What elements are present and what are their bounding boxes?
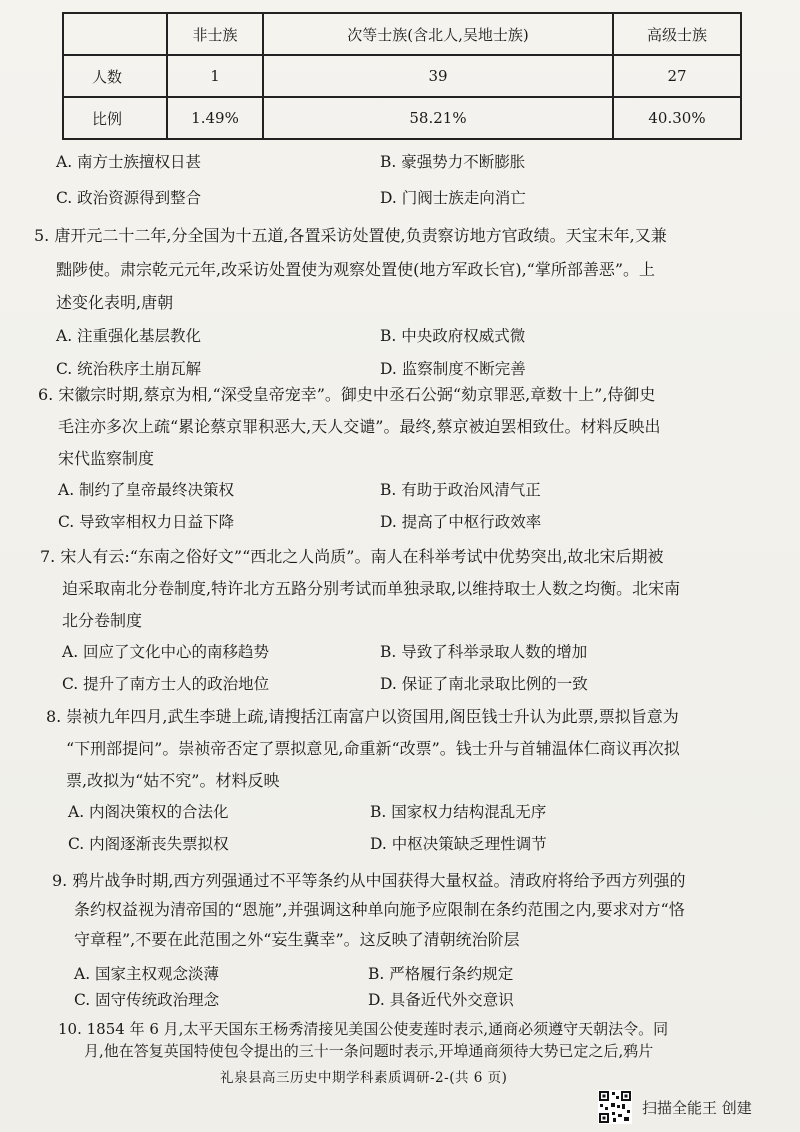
q5-option-c: C. 统治秩序土崩瓦解 — [56, 360, 202, 378]
q7-option-c: C. 提升了南方士人的政治地位 — [62, 675, 270, 693]
table-header-cell: 非士族 — [167, 13, 263, 55]
q7-option-a: A. 回应了文化中心的南移趋势 — [62, 643, 270, 661]
q5-stem-line: 5. 唐开元二十二年,分全国为十五道,各置采访处置使,负责察访地方官政绩。天宝末年,又兼 — [34, 226, 667, 245]
table-row-label: 人数 — [63, 55, 167, 97]
q7-stem-line: 迫采取南北分卷制度,特许北方五路分别考试而单独录取,以维持取士人数之均衡。北宋南 — [62, 579, 681, 598]
q4-option-d: D. 门阀士族走向消亡 — [380, 189, 526, 207]
q8-stem-line: 8. 崇祯九年四月,武生李琎上疏,请搜括江南富户以资国用,阁臣钱士升认为此票,票拟旨意为 — [46, 707, 679, 726]
page-footer: 礼泉县高三历史中期学科素质调研-2-(共 6 页) — [220, 1070, 508, 1086]
q4-option-b: B. 豪强势力不断膨胀 — [380, 153, 526, 171]
q9-stem-line: 9. 鸦片战争时期,西方列强通过不平等条约从中国获得大量权益。清政府将给予西方列强的 — [52, 871, 686, 890]
gentry-statistics-table — [62, 12, 742, 140]
table-corner-cell — [63, 13, 167, 55]
q8-stem-line: 票,改拟为“姑不究”。材料反映 — [66, 771, 280, 790]
q7-option-d: D. 保证了南北录取比例的一致 — [380, 675, 588, 693]
q10-stem-line: 月,他在答复英国特使包令提出的三十一条问题时表示,开埠通商须待大势已定之后,鸦片 — [84, 1042, 654, 1060]
qr-code-icon — [598, 1090, 632, 1124]
q8-option-c: C. 内阁逐渐丧失票拟权 — [68, 835, 229, 853]
table-header-cell: 高级士族 — [613, 13, 741, 55]
table-cell: 40.30% — [613, 97, 741, 139]
q6-option-b: B. 有助于政治风清气正 — [380, 481, 541, 499]
q8-option-a: A. 内阁决策权的合法化 — [68, 803, 229, 821]
q4-option-c: C. 政治资源得到整合 — [56, 189, 202, 207]
q9-option-b: B. 严格履行条约规定 — [368, 965, 514, 983]
table-header-cell: 次等士族(含北人,吴地士族) — [263, 13, 613, 55]
q6-option-d: D. 提高了中枢行政效率 — [380, 513, 542, 531]
table-cell: 1.49% — [167, 97, 263, 139]
table-cell: 27 — [613, 55, 741, 97]
table-cell: 39 — [263, 55, 613, 97]
q8-option-d: D. 中枢决策缺乏理性调节 — [370, 835, 547, 853]
q9-stem-line: 条约权益视为清帝国的“恩施”,并强调这种单向施予应限制在条约范围之内,要求对方“恪 — [74, 900, 685, 919]
q9-stem-line: 守章程”,不要在此范围之外“妄生冀幸”。这反映了清朝统治阶层 — [74, 930, 520, 949]
table-row — [63, 55, 741, 97]
q7-option-b: B. 导致了科举录取人数的增加 — [380, 643, 588, 661]
table-row-label: 比例 — [63, 97, 167, 139]
q8-option-b: B. 国家权力结构混乱无序 — [370, 803, 547, 821]
q6-stem-line: 6. 宋徽宗时期,蔡京为相,“深受皇帝宠幸”。御史中丞石公弼“劾京罪恶,章数十上”,侍御史 — [38, 385, 656, 404]
q5-option-a: A. 注重强化基层教化 — [56, 327, 202, 345]
table-header-row — [63, 13, 741, 55]
q7-stem-line: 北分卷制度 — [62, 611, 143, 630]
q5-option-b: B. 中央政府权威式微 — [380, 327, 526, 345]
q5-option-d: D. 监察制度不断完善 — [380, 360, 526, 378]
q9-option-c: C. 固守传统政治理念 — [74, 991, 220, 1009]
scanner-watermark — [598, 1090, 752, 1124]
table-row — [63, 97, 741, 139]
q5-stem-line: 黜陟使。肃宗乾元元年,改采访处置使为观察处置使(地方军政长官),“掌所部善恶”。上 — [56, 260, 656, 279]
q8-stem-line: “下刑部提问”。崇祯帝否定了票拟意见,命重新“改票”。钱士升与首辅温体仁商议再次拟 — [66, 739, 680, 758]
q6-stem-line: 宋代监察制度 — [58, 449, 155, 468]
q5-stem-line: 述变化表明,唐朝 — [56, 293, 174, 312]
q9-option-a: A. 国家主权观念淡薄 — [74, 965, 220, 983]
q6-option-a: A. 制约了皇帝最终决策权 — [58, 481, 235, 499]
q7-stem-line: 7. 宋人有云:“东南之俗好文”“西北之人尚质”。南人在科举考试中优势突出,故北宋后期被 — [40, 547, 664, 566]
table-cell: 58.21% — [263, 97, 613, 139]
q4-option-a: A. 南方士族擅权日甚 — [56, 153, 202, 171]
q6-option-c: C. 导致宰相权力日益下降 — [58, 513, 235, 531]
q6-stem-line: 毛注亦多次上疏“累论蔡京罪积恶大,天人交谴”。最终,蔡京被迫罢相致仕。材料反映出 — [58, 417, 661, 436]
scanner-watermark-text: 扫描全能王 创建 — [642, 1098, 752, 1117]
q9-option-d: D. 具备近代外交意识 — [368, 991, 514, 1009]
q10-stem-line: 10. 1854 年 6 月,太平天国东王杨秀清接见美国公使麦莲时表示,通商必须遵守天朝法令。同 — [58, 1020, 669, 1038]
table-cell: 1 — [167, 55, 263, 97]
